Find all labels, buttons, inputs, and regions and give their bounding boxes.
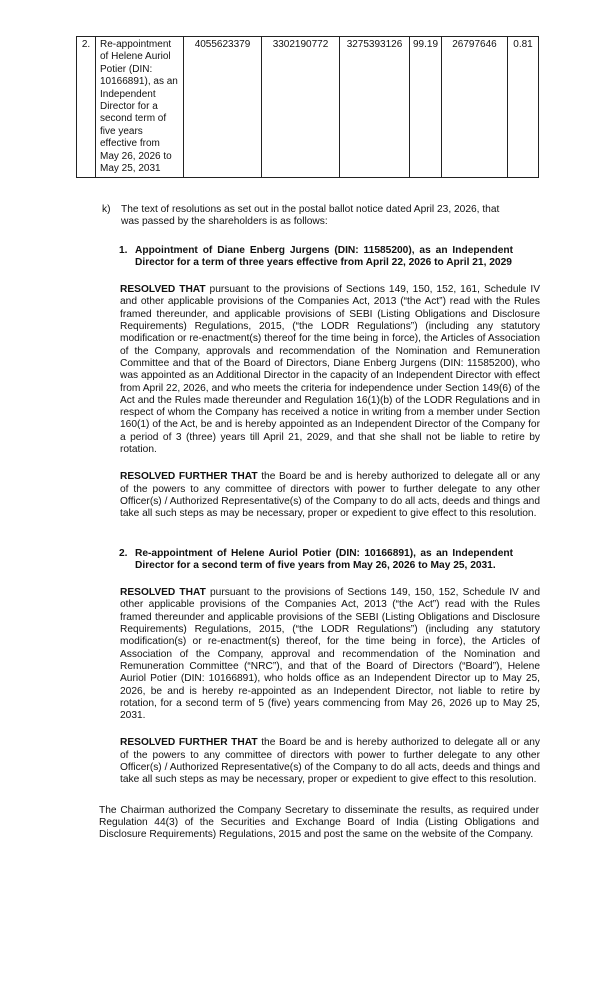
- resolved-further-paragraph-1: [120, 471, 540, 520]
- resolved-text: pursuant to the provisions of Sections 149, 150, 152, 161, Schedule IV and other applicable provisions of the Companies Act, 2013 (“the Act”) read with the Rules framed thereunder, and applicable provisions of SEBI (Listing Obligations and Disclosure Requirements) Regulations, 2015, (“the LODR Regulations”) (including any statutory modification or re-enactment(s) thereof for the time being in force), the Articles of Association of the Company, approvals and recommendation of the Nomination and Remuneration Committee and that of the Board of Directors, Diane Enberg Jurgens (DIN: 11585200), who was appointed as an Additional Director in the capacity of an Independent Director with effect from April 22, 2026, and who meets the criteria for independence under Section 149(6) of the Act and the Rules made thereunder and Regulation 16(1)(b) of the LODR Regulations and in respect of whom the Company has received a notice in writing from a member under Section 160(1) of the Act, be and is hereby appointed as an Independent Director of the Company for a period of 3 (three) years till April 21, 2029, and that she shall not be liable to retire by rotation.: [120, 284, 540, 456]
- resolved-label: RESOLVED THAT: [120, 284, 206, 296]
- resolution-heading-2: [119, 548, 513, 573]
- table-cell: 0.81: [508, 37, 539, 178]
- list-marker: k): [102, 204, 111, 215]
- list-item-k: [102, 204, 502, 229]
- resolved-label: RESOLVED THAT: [120, 587, 206, 599]
- resolution-title: Appointment of Diane Enberg Jurgens (DIN: 11585200), as an Independent Director for a term of three years effective from April 22, 2026 to April 21, 2029: [135, 244, 513, 268]
- table-cell: 3302190772: [262, 37, 340, 178]
- table-cell: 3275393126: [340, 37, 410, 178]
- table-cell: 4055623379: [184, 37, 262, 178]
- closing-paragraph: The Chairman authorized the Company Secretary to disseminate the results, as required under Regulation 44(3) of the Securities and Exchange Board of India (Listing Obligations and Disclosure Requirements) Regulations, 2015 and post the same on the website of the Company.: [99, 804, 539, 841]
- resolved-further-text: the Board be and is hereby authorized to delegate all or any of the powers to any committee of directors with power to further delegate to any other Officer(s) / Authorized Representative(s) of the Company to do all acts, deeds and things and take all such steps as may be necessary, proper or expedient to give effect to this resolution.: [120, 737, 540, 786]
- document-body: [0, 204, 612, 852]
- table-row: [77, 37, 539, 178]
- resolved-further-label: RESOLVED FURTHER THAT: [120, 737, 258, 749]
- resolution-number: 2.: [119, 547, 128, 559]
- resolution-heading-1: [119, 245, 513, 270]
- resolved-paragraph-1: [120, 284, 540, 456]
- serial-number-cell: 2.: [77, 37, 96, 178]
- resolved-further-label: RESOLVED FURTHER THAT: [120, 471, 258, 483]
- resolved-paragraph-2: [120, 587, 540, 722]
- resolution-number: 1.: [119, 244, 128, 256]
- resolved-further-text: the Board be and is hereby authorized to delegate all or any of the powers to any committee of directors with power to further delegate to any other Officer(s) / Authorized Representative(s) of the Company to do all acts, deeds and things and take all such steps as may be necessary, proper or expedient to give effect to this resolution.: [120, 471, 540, 520]
- list-item-text: The text of resolutions as set out in the postal ballot notice dated April 23, 2026, that was passed by the shareholders is as follows:: [121, 204, 500, 228]
- table-cell: 26797646: [442, 37, 508, 178]
- resolved-further-paragraph-2: [120, 737, 540, 786]
- voting-results-table: [76, 36, 539, 178]
- resolution-description-cell: Re-appointment of Helene Auriol Potier (DIN: 10166891), as an Independent Director for a second term of five years effective from May 26, 2026 to May 25, 2031: [96, 37, 184, 178]
- table-cell: 99.19: [410, 37, 442, 178]
- resolved-text: pursuant to the provisions of Sections 149, 150, 152, Schedule IV and other applicable provisions of the Companies Act, 2013 (“the Act”) read with the Rules framed thereunder and applicable provisions of the SEBI (Listing Obligations and Disclosure Requirements) Regulations, 2015, (“the LODR Regulations”) (including any statutory modification(s) or re-enactment(s) thereof, for the time being in force), the Articles of Association of the Company, approval and recommendation of the Nomination and Remuneration Committee (“NRC”), and that of the Board of Directors (“Board”), Helene Auriol Potier (DIN: 10166891), who holds office as an Independent Director up to May 25, 2026, be and is hereby re-appointed as an Independent Director, not liable to retire by rotation, for a second term of 5 (five) years commencing from May 26, 2026 up to May 25, 2031.: [120, 587, 540, 722]
- resolution-title: Re-appointment of Helene Auriol Potier (DIN: 10166891), as an Independent Director for a second term of five years from May 26, 2026 to May 25, 2031.: [135, 547, 513, 571]
